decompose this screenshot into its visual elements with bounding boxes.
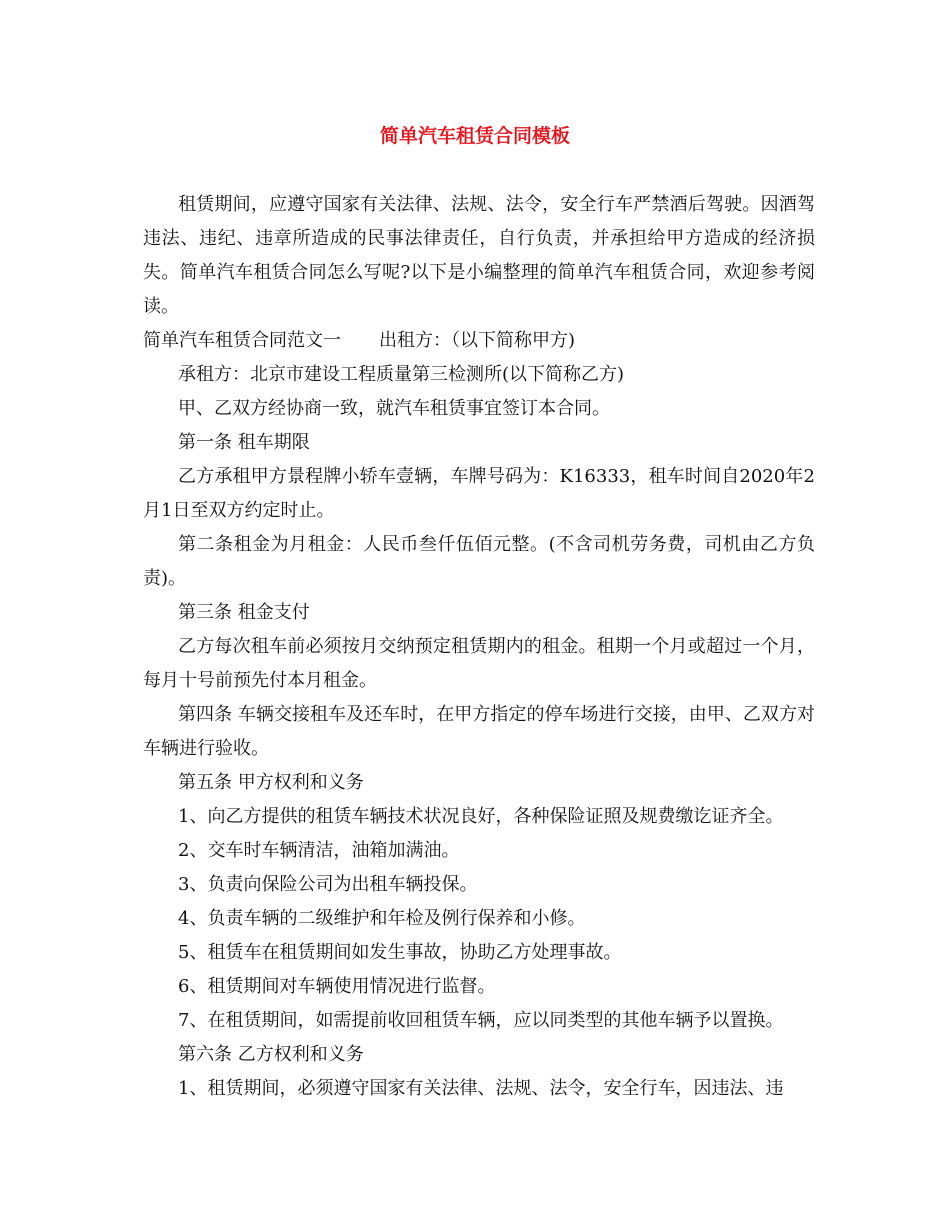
article-6-heading: 第六条 乙方权利和义务 (178, 1044, 364, 1065)
article-4-body: 第四条 车辆交接租车及还车时，在甲方指定的停车场进行交接，由甲、乙双方对车辆进行验收。 (143, 704, 815, 759)
article-3-heading: 第三条 租金支付 (178, 602, 310, 623)
document-title: 简单汽车租赁合同模板 (379, 125, 570, 147)
article-5-item-3: 3、负责向保险公司为出租车辆投保。 (178, 874, 478, 895)
article-5-item-2: 2、交车时车辆清洁，油箱加满油。 (178, 840, 460, 861)
article-5-item-5: 5、租赁车在租赁期间如发生事故，协助乙方处理事故。 (178, 942, 622, 963)
article-3-body: 乙方每次租车前必须按月交纳预定租赁期内的租金。租期一个月或超过一个月，每月十号前预先付本月租金。 (143, 636, 815, 691)
article-1-body: 乙方承租甲方景程牌小轿车壹辆，车牌号码为：K16333，租车时间自2020年2月1日至双方约定时止。 (143, 466, 815, 521)
lessor-label: 出租方：（以下简称甲方) (379, 330, 576, 351)
sample-heading-line (143, 324, 815, 358)
lessee-line: 承租方：北京市建设工程质量第三检测所(以下简称乙方) (178, 364, 625, 385)
article-6-item-1: 1、租赁期间，必须遵守国家有关法律、法规、法令，安全行车，因违法、违 (178, 1078, 784, 1099)
article-1-heading: 第一条 租车期限 (178, 432, 310, 453)
article-5-item-1: 1、向乙方提供的租赁车辆技术状况良好，各种保险证照及规费缴讫证齐全。 (178, 806, 784, 827)
intro-paragraph: 租赁期间，应遵守国家有关法律、法规、法令，安全行车严禁酒后驾驶。因酒驾违法、违纪、违章所造成的民事法律责任，自行负责，并承担给甲方造成的经济损失。简单汽车租赁合同怎么写呢?以下是小编整理的简单汽车租赁合同，欢迎参考阅读。 (143, 194, 815, 317)
article-5-item-6: 6、租赁期间对车辆使用情况进行监督。 (178, 976, 496, 997)
article-5-heading: 第五条 甲方权利和义务 (178, 772, 364, 793)
article-5-item-7: 7、在租赁期间，如需提前收回租赁车辆，应以同类型的其他车辆予以置换。 (178, 1010, 784, 1031)
agreement-line: 甲、乙双方经协商一致，就汽车租赁事宜签订本合同。 (178, 398, 610, 419)
article-2-body: 第二条租金为月租金：人民币叁仟伍佰元整。(不含司机劳务费，司机由乙方负责)。 (143, 534, 815, 589)
sample-heading: 简单汽车租赁合同范文一 (143, 330, 341, 351)
article-5-item-4: 4、负责车辆的二级维护和年检及例行保养和小修。 (178, 908, 586, 929)
document-body (143, 188, 815, 1106)
